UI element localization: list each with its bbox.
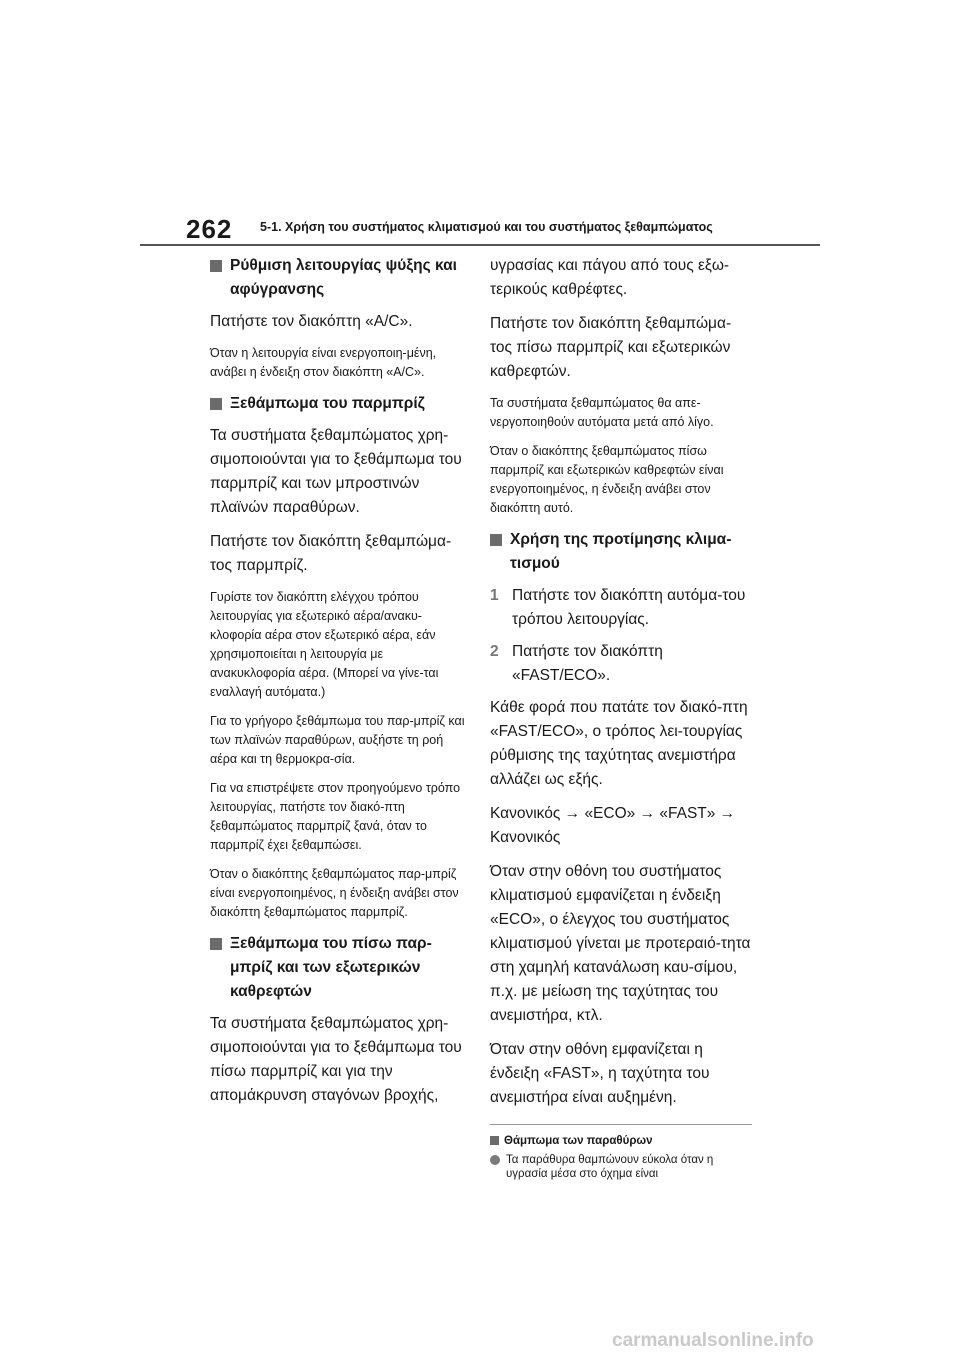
note-heading: Θάμπωμα των παραθύρων: [490, 1133, 752, 1149]
paragraph: Πατήστε τον διακόπτη ξεθαμπώμα-τος παρμπρίζ.: [210, 533, 452, 574]
small-text: Για να επιστρέψετε στον προηγούμενο τρόπο λειτουργίας, πατήστε τον διακό-πτη ξεθαμπώματος παρμπρίζ ξανά, όταν το παρμπρίζ έχει ξεθαμπώσει.: [210, 781, 461, 852]
small-text: Για το γρήγορο ξεθάμπωμα του παρ-μπρίζ και των πλαϊνών παραθύρων, αυξήστε τη ροή αέρα και τη θερμοκρα-σία.: [210, 714, 465, 766]
square-bullet-icon: [490, 534, 502, 546]
square-bullet-icon: [210, 260, 222, 272]
right-column: [490, 254, 752, 1181]
note-bullet: Τα παράθυρα θαμπώνουν εύκολα όταν η υγρασία μέσα στο όχημα είναι: [490, 1153, 752, 1181]
paragraph: Κάθε φορά που πατάτε τον διακό-πτη «FAST/ECO», ο τρόπος λει-τουργίας ρύθμισης της ταχύτητας ανεμιστήρα αλλάζει ως εξής.: [490, 699, 748, 788]
left-column: [210, 254, 466, 1118]
paragraph: υγρασίας και πάγου από τους εξω-τερικούς καθρέφτες.: [490, 257, 730, 298]
small-text: Όταν ο διακόπτης ξεθαμπώματος παρ-μπρίζ είναι ενεργοποιημένος, η ένδειξη ανάβει στον διακόπτη ξεθαμπώματος παρμπρίζ.: [210, 867, 459, 919]
paragraph: Πατήστε τον διακόπτη «A/C».: [210, 313, 413, 330]
small-text: Όταν ο διακόπτης ξεθαμπώματος πίσω παρμπρίζ και εξωτερικών καθρεφτών είναι ενεργοποιημένος, η ένδειξη ανάβει στον διακόπτη αυτό.: [490, 444, 724, 515]
paragraph: Κανονικός → «ECO» → «FAST» → Κανονικός: [490, 805, 736, 846]
step-item: 1 Πατήστε τον διακόπτη αυτόμα-του τρόπου λειτουργίας.: [490, 584, 752, 632]
circle-bullet-icon: [490, 1155, 500, 1165]
chapter-title: 5-1. Χρήση του συστήματος κλιματισμού και του συστήματος ξεθαμπώματος: [260, 220, 713, 234]
small-text: Τα συστήματα ξεθαμπώματος θα απε-νεργοποιηθούν αυτόματα μετά από λίγο.: [490, 396, 714, 429]
small-text: Γυρίστε τον διακόπτη ελέγχου τρόπου λειτουργίας για εξωτερικό αέρα/ανακυ-κλοφορία αέρα στον εξωτερικό αέρα, εάν χρησιμοποιείται η λειτουργία με ανακυκλοφορία αέρα. (Μπορεί να γίνε-ται εναλλαγή αυτόματα.): [210, 590, 439, 699]
paragraph: Όταν στην οθόνη εμφανίζεται η ένδειξη «FAST», η ταχύτητα του ανεμιστήρα είναι αυξημένη.: [490, 1041, 710, 1106]
section-heading-windshield-defog: Ξεθάμπωμα του παρμπρίζ: [210, 392, 466, 416]
small-text: Όταν η λειτουργία είναι ενεργοποιη-μένη, ανάβει η ένδειξη στον διακόπτη «A/C».: [210, 346, 437, 379]
section-heading-ac-preference: Χρήση της προτίμησης κλιμα-τισμού: [490, 528, 752, 576]
section-heading-cooling: Ρύθμιση λειτουργίας ψύξης και αφύγρανσης: [210, 254, 466, 302]
step-item: 2 Πατήστε τον διακόπτη «FAST/ECO».: [490, 640, 752, 688]
paragraph: Πατήστε τον διακόπτη ξεθαμπώμα-τος πίσω παρμπρίζ και εξωτερικών καθρεφτών.: [490, 315, 732, 380]
square-bullet-icon: [490, 1136, 499, 1145]
square-bullet-icon: [210, 938, 222, 950]
note-divider: [490, 1124, 752, 1125]
paragraph: Τα συστήματα ξεθαμπώματος χρη-σιμοποιούνται για το ξεθάμπωμα του παρμπρίζ και των μπροστινών πλαϊνών παραθύρων.: [210, 427, 462, 516]
step-number: 1: [490, 587, 499, 604]
section-heading-rear-defog: Ξεθάμπωμα του πίσω παρ-μπρίζ και των εξωτερικών καθρεφτών: [210, 932, 466, 1004]
header-rule: [140, 244, 820, 246]
paragraph: Τα συστήματα ξεθαμπώματος χρη-σιμοποιούνται για το ξεθάμπωμα του πίσω παρμπρίζ και για την απομάκρυνση σταγόνων βροχής,: [210, 1015, 462, 1104]
watermark: carmanualsonline.info: [612, 1330, 814, 1351]
step-number: 2: [490, 643, 499, 660]
page-number: 262: [186, 214, 233, 244]
square-bullet-icon: [210, 398, 222, 410]
paragraph: Όταν στην οθόνη του συστήματος κλιματισμού εμφανίζεται η ένδειξη «ECO», ο έλεγχος του συστήματος κλιματισμού γίνεται με προτεραιό-τητα στη χαμηλή κατανάλωση καυ-σίμου, π.χ. με μείωση της ταχύτητας του ανεμιστήρα, κτλ.: [490, 863, 751, 1024]
